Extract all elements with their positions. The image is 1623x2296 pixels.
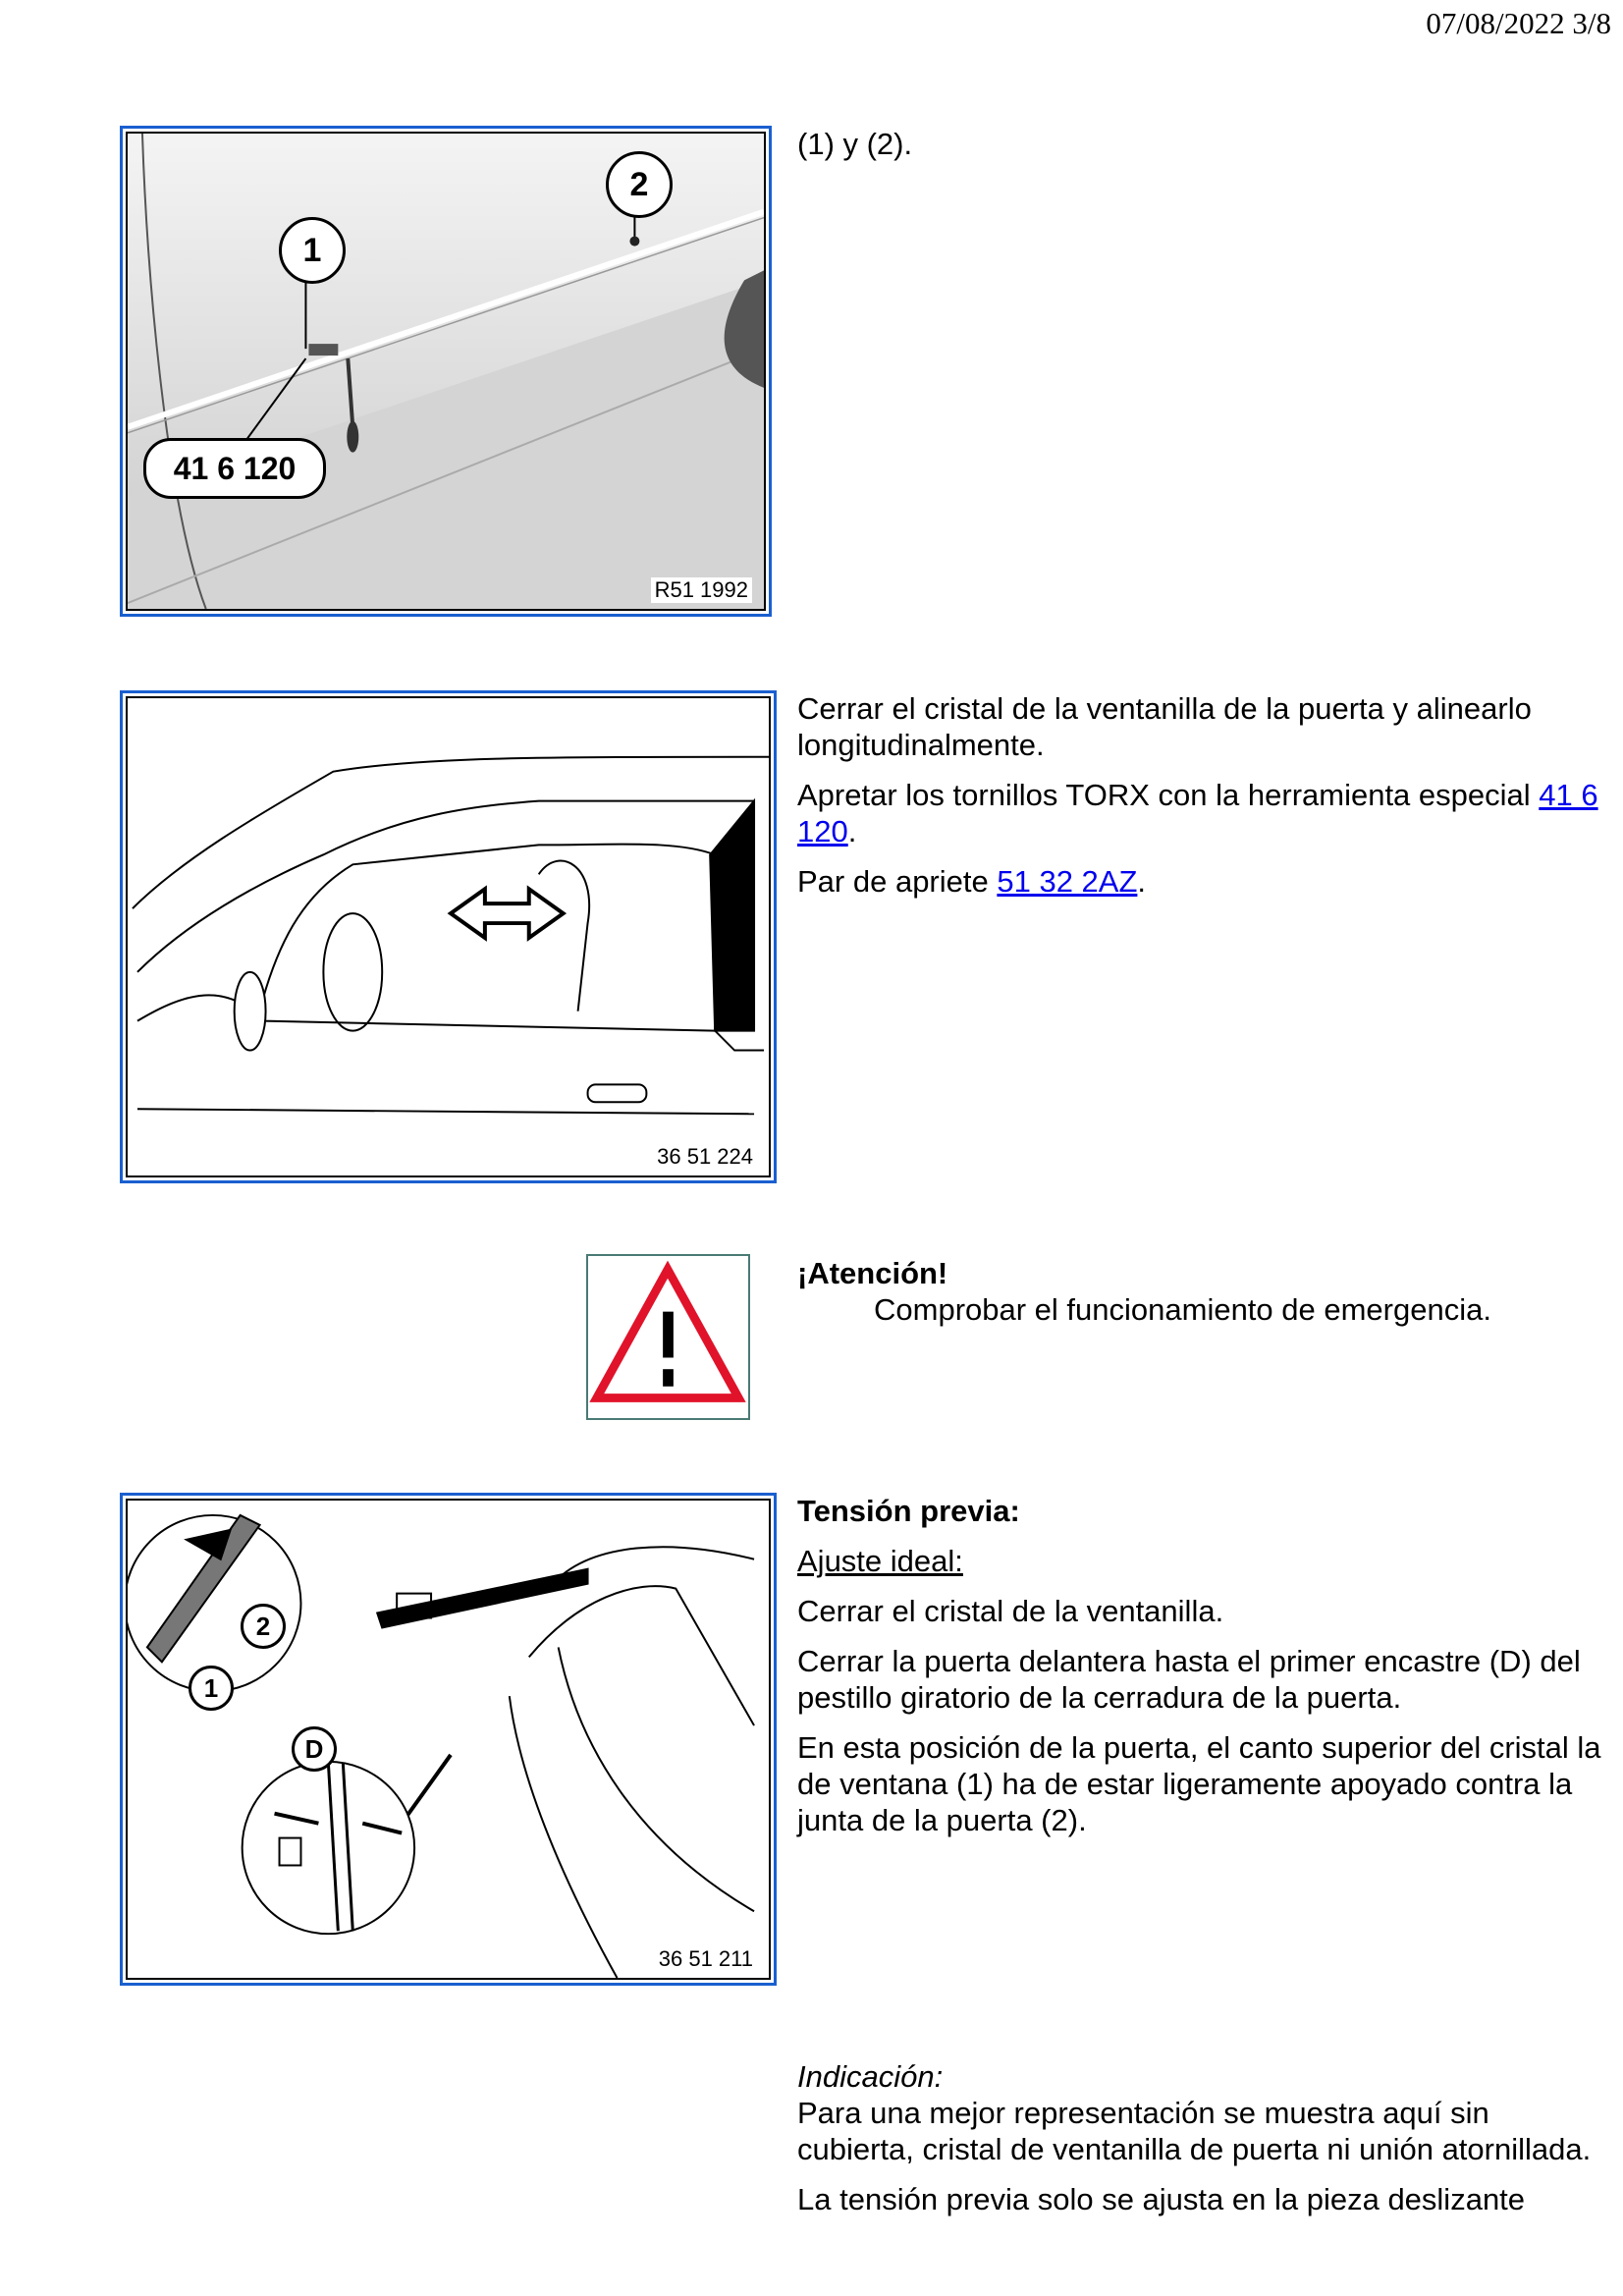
instruction-close-window: Cerrar el cristal de la ventanilla. [797, 1594, 1224, 1628]
section-2-text [797, 690, 1602, 913]
note-title: Indicación: [797, 2059, 944, 2094]
instruction-glass-position: En esta posición de la puerta, el canto superior del cristal la de ventana (1) ha de estar ligeramente apoyado contra la junta de la puerta (2). [797, 1730, 1601, 1837]
warning-message: Comprobar el funcionamiento de emergencia. [874, 1292, 1491, 1327]
warning-triangle-icon [586, 1254, 750, 1420]
callout-d: D [292, 1726, 337, 1772]
section-subtitle: Ajuste ideal: [797, 1544, 963, 1578]
screws-reference: (1) y (2). [797, 127, 913, 161]
callout-2: 2 [606, 151, 673, 218]
callout-2: 2 [241, 1604, 286, 1649]
section-title: Tensión previa: [797, 1494, 1020, 1528]
figure-code: R51 1992 [651, 577, 752, 603]
window-line-drawing [128, 698, 769, 1175]
figure-door-screws [120, 126, 772, 617]
warning-title: ¡Atención! [797, 1256, 948, 1290]
tool-link[interactable]: 41 6 120 [797, 778, 1598, 848]
torque-link[interactable]: 51 32 2AZ [997, 864, 1138, 899]
note-paragraph-2: La tensión previa solo se ajusta en la pieza deslizante [797, 2182, 1526, 2216]
section-3-text [797, 1493, 1602, 1852]
figure-code: 36 51 211 [655, 1946, 757, 1972]
door-seal-line-drawing [128, 1501, 769, 1978]
punctuation: . [847, 814, 857, 848]
note-text [797, 2058, 1602, 2231]
note-paragraph: Para una mejor representación se muestra aquí sin cubierta, cristal de ventanilla de puerta ni unión atornillada. [797, 2096, 1592, 2166]
instruction-close-door: Cerrar la puerta delantera hasta el primer encastre (D) del pestillo giratorio de la cerradura de la puerta. [797, 1644, 1581, 1715]
figure-window-align [120, 690, 777, 1183]
figure-pretension [120, 1493, 777, 1986]
tool-callout: 41 6 120 [143, 438, 326, 499]
instruction-close-window: Cerrar el cristal de la ventanilla de la puerta y alinearlo longitudinalmente. [797, 691, 1532, 762]
instruction-torque [797, 863, 1602, 900]
callout-1: 1 [279, 217, 346, 284]
punctuation: . [1137, 864, 1147, 899]
callout-1: 1 [189, 1666, 234, 1711]
instruction-tighten-screws [797, 777, 1602, 849]
page-date-number: 07/08/2022 3/8 [1426, 6, 1611, 40]
warning-text [797, 1255, 1602, 1328]
figure-code: 36 51 224 [653, 1144, 757, 1170]
instruction-text: Par de apriete [797, 864, 998, 899]
section-1-text [797, 126, 1602, 176]
door-photo-illustration [128, 134, 764, 609]
instruction-text: Apretar los tornillos TORX con la herramienta especial [797, 778, 1540, 812]
